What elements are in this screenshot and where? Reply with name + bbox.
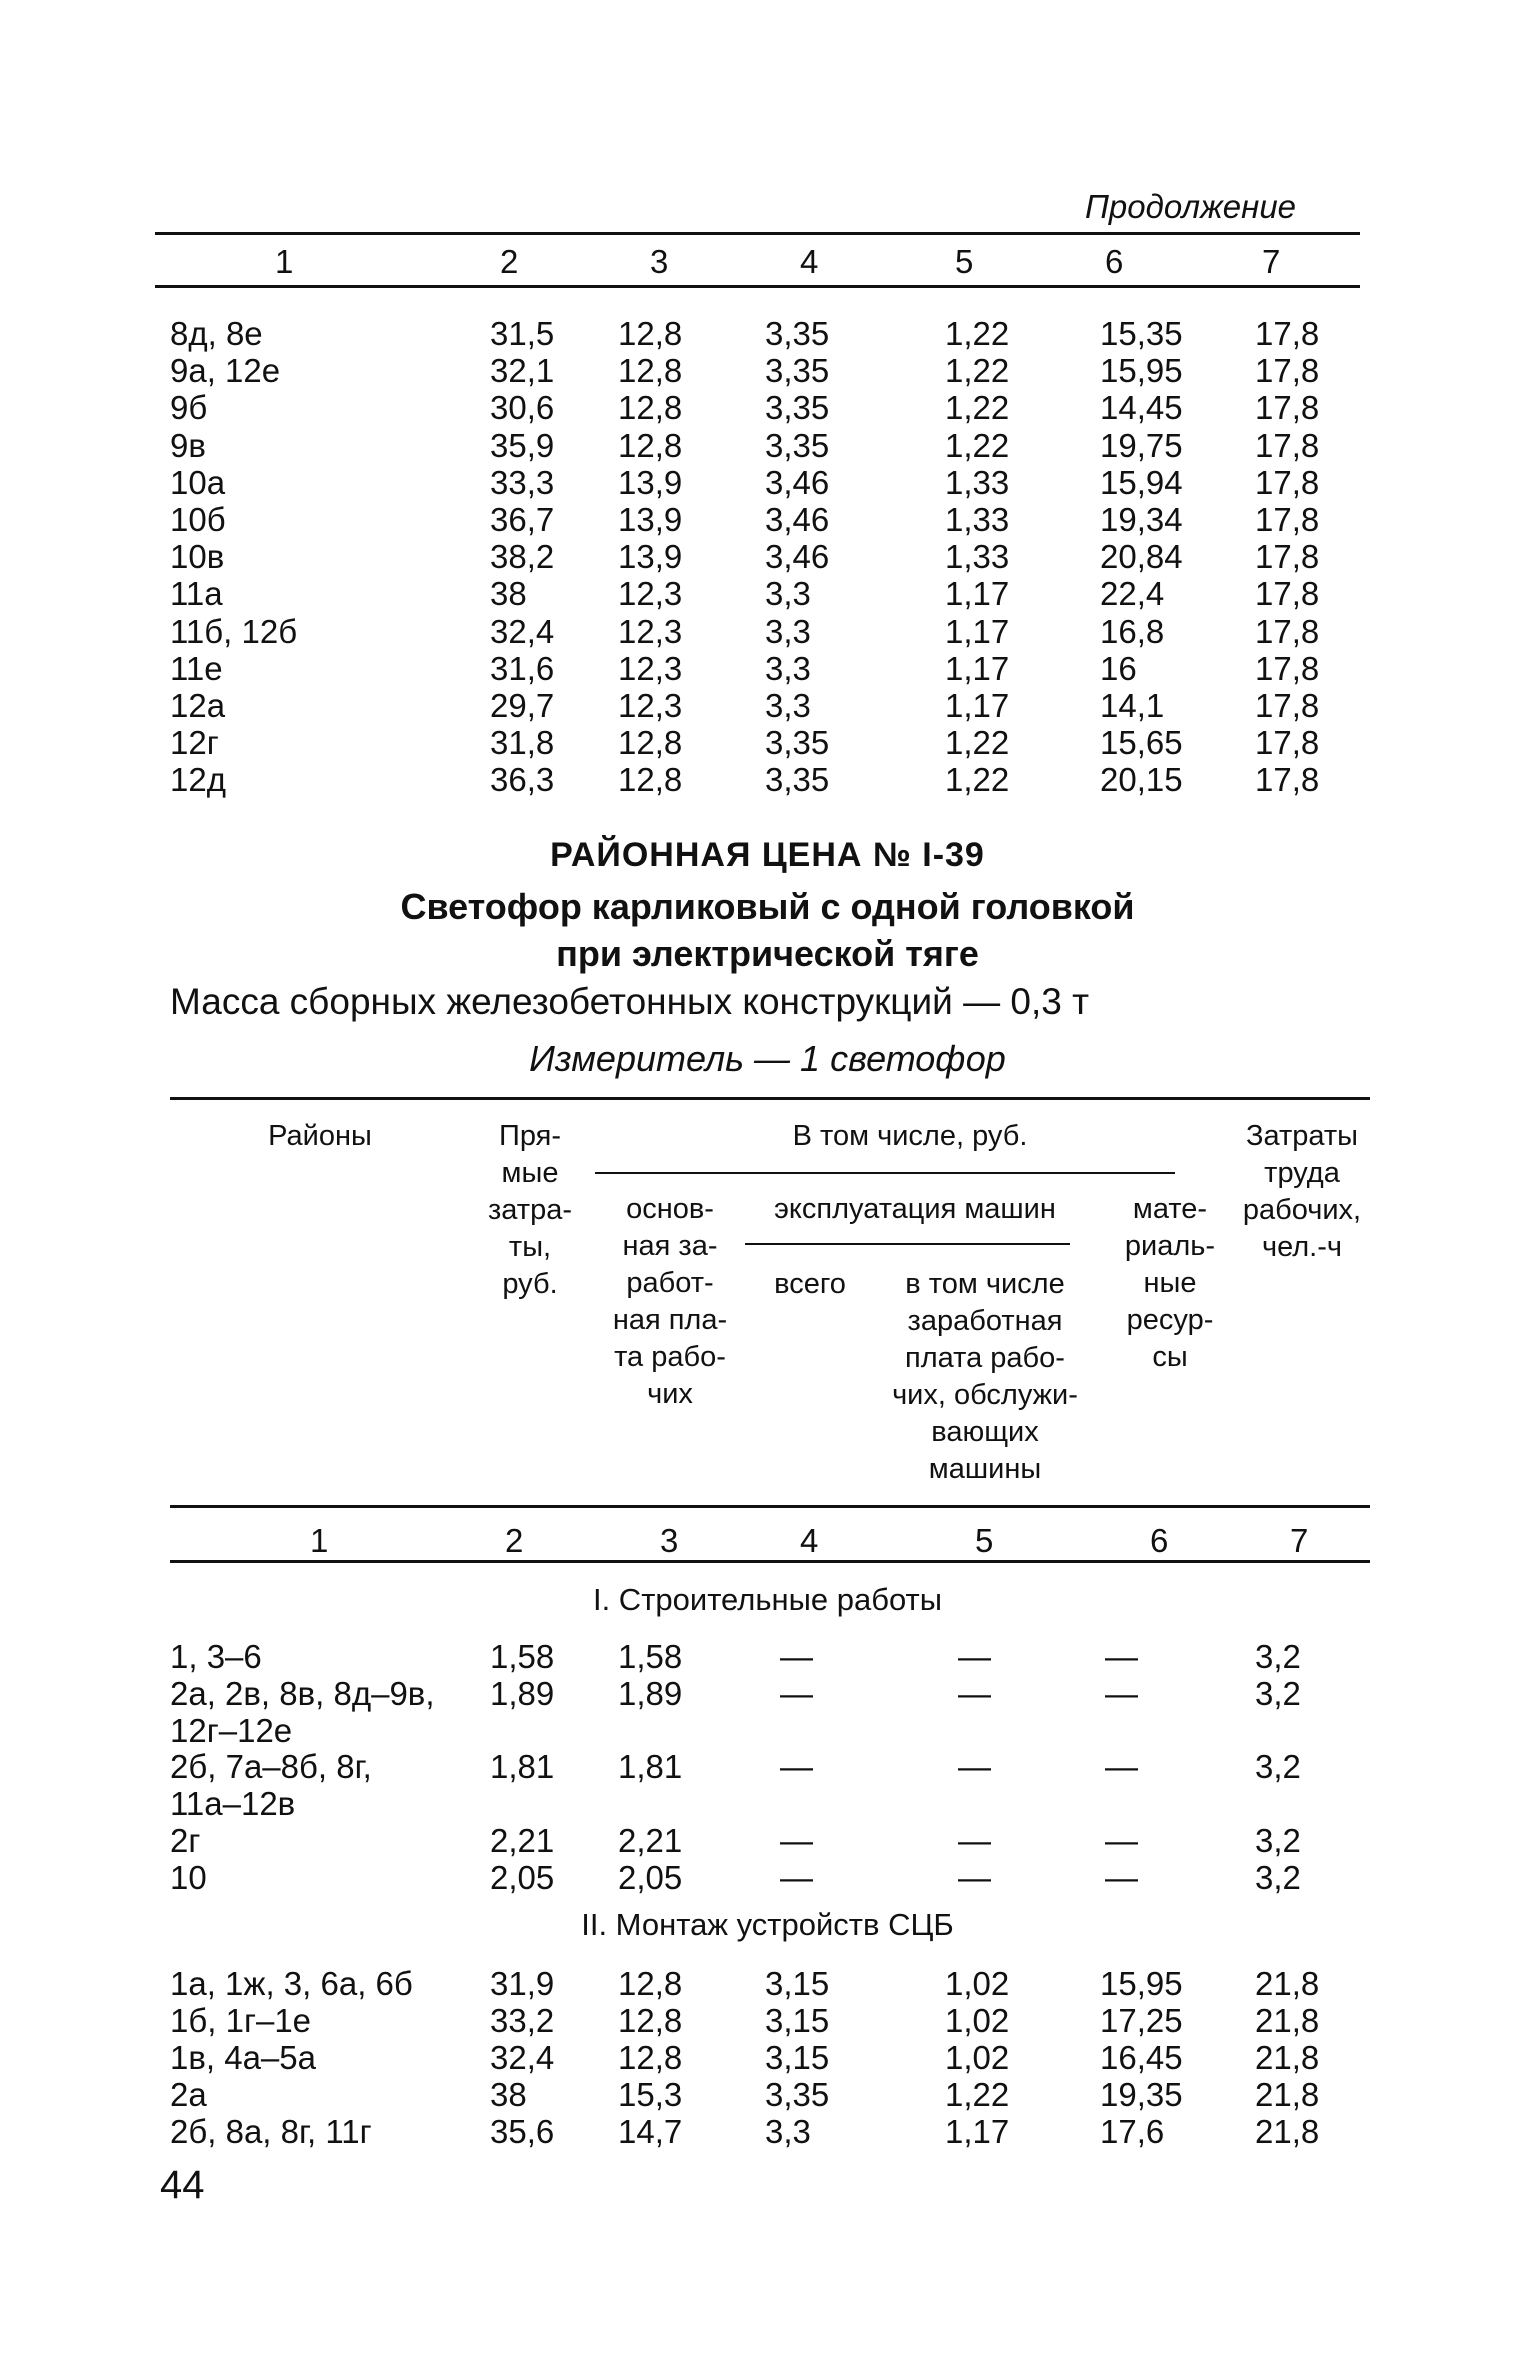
- mass-line: Масса сборных железобетонных конструкций — 0,3 т: [170, 981, 1090, 1022]
- value-cell: 15,35: [1100, 315, 1183, 352]
- region-cell: 9а, 12е: [170, 352, 281, 390]
- region-cell: 1, 3–6: [170, 1638, 262, 1675]
- table-row: [0, 1965, 1535, 2002]
- header-line: мате-: [1132, 1193, 1208, 1225]
- header-line: вающих: [931, 1416, 1039, 1448]
- region-cell: 2б, 8а, 8г, 11г: [170, 2113, 372, 2150]
- region-cell: 2б, 7а–8б, 8г,: [170, 1748, 372, 1786]
- value-cell: 3,15: [765, 2002, 830, 2039]
- table-row: [0, 2113, 1535, 2150]
- header-machine-operation: эксплуатация машин: [774, 1193, 1056, 1225]
- value-cell: 1,33: [945, 463, 1010, 501]
- header-materials: [1105, 1191, 1235, 1376]
- value-cell: 36,7: [490, 501, 555, 538]
- value-cell: 17,8: [1255, 761, 1320, 799]
- region-cell: 8д, 8е: [170, 315, 263, 352]
- value-cell: 12,3: [618, 687, 683, 724]
- header-top-rule: [170, 1097, 1370, 1100]
- column-number: 6: [1105, 243, 1124, 280]
- value-cell: 1,22: [945, 2076, 1010, 2113]
- value-cell: 13,9: [618, 501, 683, 538]
- value-cell: 1,58: [490, 1638, 555, 1675]
- value-cell: 14,7: [618, 2113, 683, 2150]
- column-number: 3: [650, 243, 669, 280]
- region-cell: 12а: [170, 687, 226, 724]
- value-cell: 19,34: [1100, 501, 1183, 538]
- value-cell: 14,45: [1100, 389, 1183, 427]
- region-cell: 11а–12в: [170, 1785, 296, 1823]
- value-cell: —: [780, 1638, 813, 1675]
- table-row: [0, 724, 1535, 761]
- subtitle-line-2: при электрической тяге: [556, 933, 979, 974]
- header-regions: Районы: [268, 1120, 372, 1152]
- header-line: руб.: [502, 1268, 558, 1300]
- value-cell: 21,8: [1255, 2076, 1320, 2113]
- table-row: [0, 2039, 1535, 2076]
- value-cell: 3,46: [765, 501, 830, 538]
- value-cell: —: [958, 1858, 991, 1896]
- region-cell: 2а: [170, 2076, 207, 2113]
- value-cell: 1,22: [945, 761, 1010, 799]
- value-cell: 3,2: [1255, 1858, 1301, 1896]
- table-row: [0, 761, 1535, 798]
- value-cell: 1,89: [618, 1674, 683, 1712]
- value-cell: 1,17: [945, 612, 1010, 650]
- value-cell: —: [958, 1638, 991, 1675]
- value-cell: 3,46: [765, 538, 830, 576]
- header-incl-wage: [870, 1266, 1100, 1488]
- value-cell: 1,22: [945, 724, 1010, 762]
- header-line: ные: [1143, 1267, 1197, 1299]
- header-line: Пря-: [498, 1120, 561, 1152]
- header-including: В том числе, руб.: [792, 1120, 1028, 1152]
- header-line: чел.-ч: [1261, 1231, 1343, 1263]
- region-cell: 12д: [170, 761, 226, 799]
- table-row: [0, 1638, 1535, 1675]
- value-cell: 1,22: [945, 426, 1010, 464]
- value-cell: 17,8: [1255, 687, 1320, 724]
- value-cell: 1,17: [945, 687, 1010, 724]
- value-cell: 3,35: [765, 761, 830, 799]
- value-cell: 1,22: [945, 315, 1010, 352]
- value-cell: 12,8: [618, 315, 683, 352]
- value-cell: —: [958, 1822, 991, 1859]
- table-row: [0, 1859, 1535, 1896]
- value-cell: 17,8: [1255, 315, 1320, 352]
- value-cell: 1,17: [945, 649, 1010, 687]
- header-line: труда: [1264, 1157, 1340, 1189]
- value-cell: 17,6: [1100, 2113, 1165, 2150]
- value-cell: 3,2: [1255, 1822, 1301, 1859]
- value-cell: 3,35: [765, 389, 830, 427]
- region-cell: 9в: [170, 426, 206, 464]
- value-cell: 1,33: [945, 538, 1010, 576]
- table-row: [0, 575, 1535, 612]
- value-cell: 17,8: [1255, 501, 1320, 538]
- value-cell: 12,8: [618, 2002, 683, 2039]
- value-cell: 16,8: [1100, 612, 1165, 650]
- value-cell: 32,4: [490, 2039, 555, 2076]
- value-cell: 1,89: [490, 1674, 555, 1712]
- value-cell: 33,3: [490, 463, 555, 501]
- table-row: [0, 352, 1535, 389]
- value-cell: 3,35: [765, 426, 830, 464]
- value-cell: 20,15: [1100, 761, 1183, 799]
- header-line: рабочих,: [1242, 1194, 1362, 1226]
- region-cell: 12г–12е: [170, 1711, 293, 1749]
- header-line: плата рабо-: [905, 1342, 1065, 1374]
- value-cell: 12,8: [618, 352, 683, 390]
- value-cell: 31,8: [490, 724, 555, 762]
- machine-rule: [745, 1243, 1070, 1245]
- value-cell: 31,6: [490, 649, 555, 687]
- value-cell: 15,94: [1100, 463, 1183, 501]
- value-cell: 12,3: [618, 649, 683, 687]
- region-cell: 10а: [170, 463, 226, 501]
- value-cell: 12,8: [618, 2039, 683, 2076]
- value-cell: 1,02: [945, 2002, 1010, 2039]
- value-cell: 31,5: [490, 315, 555, 352]
- value-cell: 17,8: [1255, 724, 1320, 762]
- value-cell: 12,3: [618, 612, 683, 650]
- value-cell: 32,1: [490, 352, 555, 390]
- value-cell: 3,2: [1255, 1638, 1301, 1675]
- table-row: [0, 315, 1535, 352]
- value-cell: 1,81: [618, 1748, 683, 1786]
- value-cell: 3,15: [765, 1965, 830, 2002]
- value-cell: 12,3: [618, 575, 683, 613]
- header-line: Затраты: [1245, 1120, 1359, 1152]
- column-number: 1: [275, 243, 294, 280]
- bottom-column-number-row: [0, 1522, 1535, 1559]
- value-cell: 12,8: [618, 426, 683, 464]
- value-cell: —: [780, 1822, 813, 1859]
- value-cell: —: [958, 1748, 991, 1786]
- column-number: 4: [800, 1522, 819, 1559]
- value-cell: 1,58: [618, 1638, 683, 1675]
- section-2-title: II. Монтаж устройств СЦБ: [581, 1907, 954, 1942]
- header-line: риаль-: [1124, 1230, 1216, 1262]
- region-cell: 1а, 1ж, 3, 6а, 6б: [170, 1965, 413, 2002]
- value-cell: 1,17: [945, 2113, 1010, 2150]
- table-row: [0, 538, 1535, 575]
- value-cell: 21,8: [1255, 2113, 1320, 2150]
- value-cell: 12,8: [618, 1965, 683, 2002]
- table-row: [0, 613, 1535, 650]
- value-cell: —: [958, 1674, 991, 1712]
- value-cell: 17,25: [1100, 2002, 1183, 2039]
- header-bottom-rule: [170, 1505, 1370, 1508]
- value-cell: —: [780, 1748, 813, 1786]
- value-cell: 3,35: [765, 352, 830, 390]
- header-machine-total: всего: [774, 1268, 846, 1300]
- value-cell: 38: [490, 2076, 527, 2113]
- meter-line: Измеритель — 1 светофор: [529, 1038, 1006, 1079]
- table-row: [0, 650, 1535, 687]
- value-cell: 14,1: [1100, 687, 1165, 724]
- value-cell: 20,84: [1100, 538, 1183, 576]
- header-labor: [1222, 1118, 1382, 1266]
- region-cell: 10в: [170, 538, 225, 576]
- header-base-wage: [600, 1191, 740, 1413]
- value-cell: 12,8: [618, 724, 683, 762]
- header-line: мые: [501, 1157, 559, 1189]
- region-cell: 2г: [170, 1822, 201, 1859]
- including-rule: [595, 1172, 1175, 1174]
- column-numbers-rule: [170, 1560, 1370, 1563]
- table-row: [0, 501, 1535, 538]
- value-cell: 1,02: [945, 2039, 1010, 2076]
- table-row: [0, 2002, 1535, 2039]
- region-cell: 11е: [170, 649, 223, 687]
- value-cell: 13,9: [618, 538, 683, 576]
- value-cell: 36,3: [490, 761, 555, 799]
- header-line: затра-: [488, 1194, 572, 1226]
- value-cell: 3,3: [765, 649, 811, 687]
- value-cell: 21,8: [1255, 2039, 1320, 2076]
- value-cell: —: [1105, 1748, 1138, 1786]
- table-row: [0, 1675, 1535, 1749]
- column-number: 7: [1290, 1522, 1309, 1559]
- value-cell: —: [780, 1674, 813, 1712]
- value-cell: 1,33: [945, 501, 1010, 538]
- value-cell: 15,65: [1100, 724, 1183, 762]
- continuation-label: Продолжение: [1085, 188, 1297, 225]
- header-line: сы: [1152, 1341, 1188, 1373]
- region-cell: 11а: [170, 575, 223, 613]
- value-cell: 1,81: [490, 1748, 555, 1786]
- header-line: основ-: [626, 1193, 714, 1225]
- table-row: [0, 1822, 1535, 1859]
- value-cell: 38: [490, 575, 527, 613]
- section-1-title: I. Строительные работы: [592, 1582, 943, 1617]
- header-line: машины: [928, 1453, 1042, 1485]
- value-cell: 3,3: [765, 2113, 811, 2150]
- value-cell: 29,7: [490, 687, 555, 724]
- header-line: ная пла-: [612, 1304, 728, 1336]
- region-cell: 9б: [170, 389, 208, 427]
- top-rule: [155, 232, 1360, 235]
- value-cell: 17,8: [1255, 649, 1320, 687]
- region-cell: 1в, 4а–5а: [170, 2039, 316, 2076]
- value-cell: 19,75: [1100, 426, 1183, 464]
- value-cell: 2,21: [490, 1822, 555, 1859]
- value-cell: 17,8: [1255, 463, 1320, 501]
- value-cell: 12,8: [618, 389, 683, 427]
- value-cell: 21,8: [1255, 2002, 1320, 2039]
- header-line: чих, обслужи-: [892, 1379, 1078, 1411]
- column-number: 1: [310, 1522, 329, 1559]
- value-cell: 17,8: [1255, 575, 1320, 613]
- value-cell: 3,3: [765, 612, 811, 650]
- table-row: [0, 687, 1535, 724]
- value-cell: 2,21: [618, 1822, 683, 1859]
- value-cell: 17,8: [1255, 352, 1320, 390]
- column-number: 5: [955, 243, 974, 280]
- region-cell: 10б: [170, 501, 226, 538]
- header-line: ты,: [508, 1231, 552, 1263]
- column-number: 2: [500, 243, 519, 280]
- value-cell: 15,3: [618, 2076, 683, 2113]
- price-title: РАЙОННАЯ ЦЕНА № I-39: [550, 836, 985, 874]
- value-cell: 12,8: [618, 761, 683, 799]
- value-cell: 15,95: [1100, 1965, 1183, 2002]
- value-cell: —: [1105, 1638, 1138, 1675]
- subtitle-line-1: Светофор карликовый с одной головкой: [400, 886, 1135, 927]
- value-cell: 15,95: [1100, 352, 1183, 390]
- value-cell: 3,35: [765, 724, 830, 762]
- value-cell: 13,9: [618, 463, 683, 501]
- region-cell: 10: [170, 1858, 207, 1896]
- value-cell: 1,22: [945, 389, 1010, 427]
- value-cell: 33,2: [490, 2002, 555, 2039]
- value-cell: 17,8: [1255, 389, 1320, 427]
- value-cell: 3,35: [765, 2076, 830, 2113]
- value-cell: —: [780, 1858, 813, 1896]
- table-row: [0, 1748, 1535, 1822]
- region-cell: 12г: [170, 724, 219, 762]
- value-cell: —: [1105, 1858, 1138, 1896]
- value-cell: 1,02: [945, 1965, 1010, 2002]
- value-cell: 2,05: [618, 1858, 683, 1896]
- value-cell: 3,3: [765, 687, 811, 724]
- value-cell: 3,35: [765, 315, 830, 352]
- value-cell: 3,3: [765, 575, 811, 613]
- column-number: 2: [505, 1522, 524, 1559]
- value-cell: 19,35: [1100, 2076, 1183, 2113]
- value-cell: 30,6: [490, 389, 555, 427]
- table-row: [0, 427, 1535, 464]
- region-cell: 11б, 12б: [170, 612, 298, 650]
- value-cell: 1,17: [945, 575, 1010, 613]
- value-cell: 32,4: [490, 612, 555, 650]
- region-cell: 2а, 2в, 8в, 8д–9в,: [170, 1674, 435, 1712]
- value-cell: —: [1105, 1822, 1138, 1859]
- column-number: 7: [1262, 243, 1281, 280]
- value-cell: 35,9: [490, 426, 555, 464]
- region-cell: 1б, 1г–1е: [170, 2002, 312, 2039]
- value-cell: 3,2: [1255, 1674, 1301, 1712]
- value-cell: 16: [1100, 649, 1137, 687]
- page-number: 44: [160, 2163, 205, 2207]
- header-line: работ-: [626, 1267, 714, 1299]
- table-row: [0, 389, 1535, 426]
- value-cell: 31,9: [490, 1965, 555, 2002]
- header-line: та рабо-: [614, 1341, 726, 1373]
- top-column-number-row: [0, 243, 1535, 280]
- value-cell: 17,8: [1255, 538, 1320, 576]
- value-cell: 35,6: [490, 2113, 555, 2150]
- value-cell: 38,2: [490, 538, 555, 576]
- value-cell: 3,15: [765, 2039, 830, 2076]
- header-line: чих: [647, 1378, 693, 1410]
- column-number: 4: [800, 243, 819, 280]
- value-cell: 1,22: [945, 352, 1010, 390]
- header-line: заработная: [907, 1305, 1063, 1337]
- header-direct-costs: [475, 1118, 585, 1303]
- header-line: ная за-: [622, 1230, 718, 1262]
- header-line: ресур-: [1126, 1304, 1214, 1336]
- header-line: в том числе: [905, 1268, 1065, 1300]
- table-row: [0, 2076, 1535, 2113]
- value-cell: 17,8: [1255, 426, 1320, 464]
- column-number: 3: [660, 1522, 679, 1559]
- top-header-rule: [155, 285, 1360, 288]
- value-cell: 22,4: [1100, 575, 1165, 613]
- value-cell: 21,8: [1255, 1965, 1320, 2002]
- column-number: 6: [1150, 1522, 1169, 1559]
- table-row: [0, 464, 1535, 501]
- value-cell: 3,46: [765, 463, 830, 501]
- value-cell: 2,05: [490, 1858, 555, 1896]
- value-cell: 17,8: [1255, 612, 1320, 650]
- value-cell: 3,2: [1255, 1748, 1301, 1786]
- column-number: 5: [975, 1522, 994, 1559]
- value-cell: 16,45: [1100, 2039, 1183, 2076]
- value-cell: —: [1105, 1674, 1138, 1712]
